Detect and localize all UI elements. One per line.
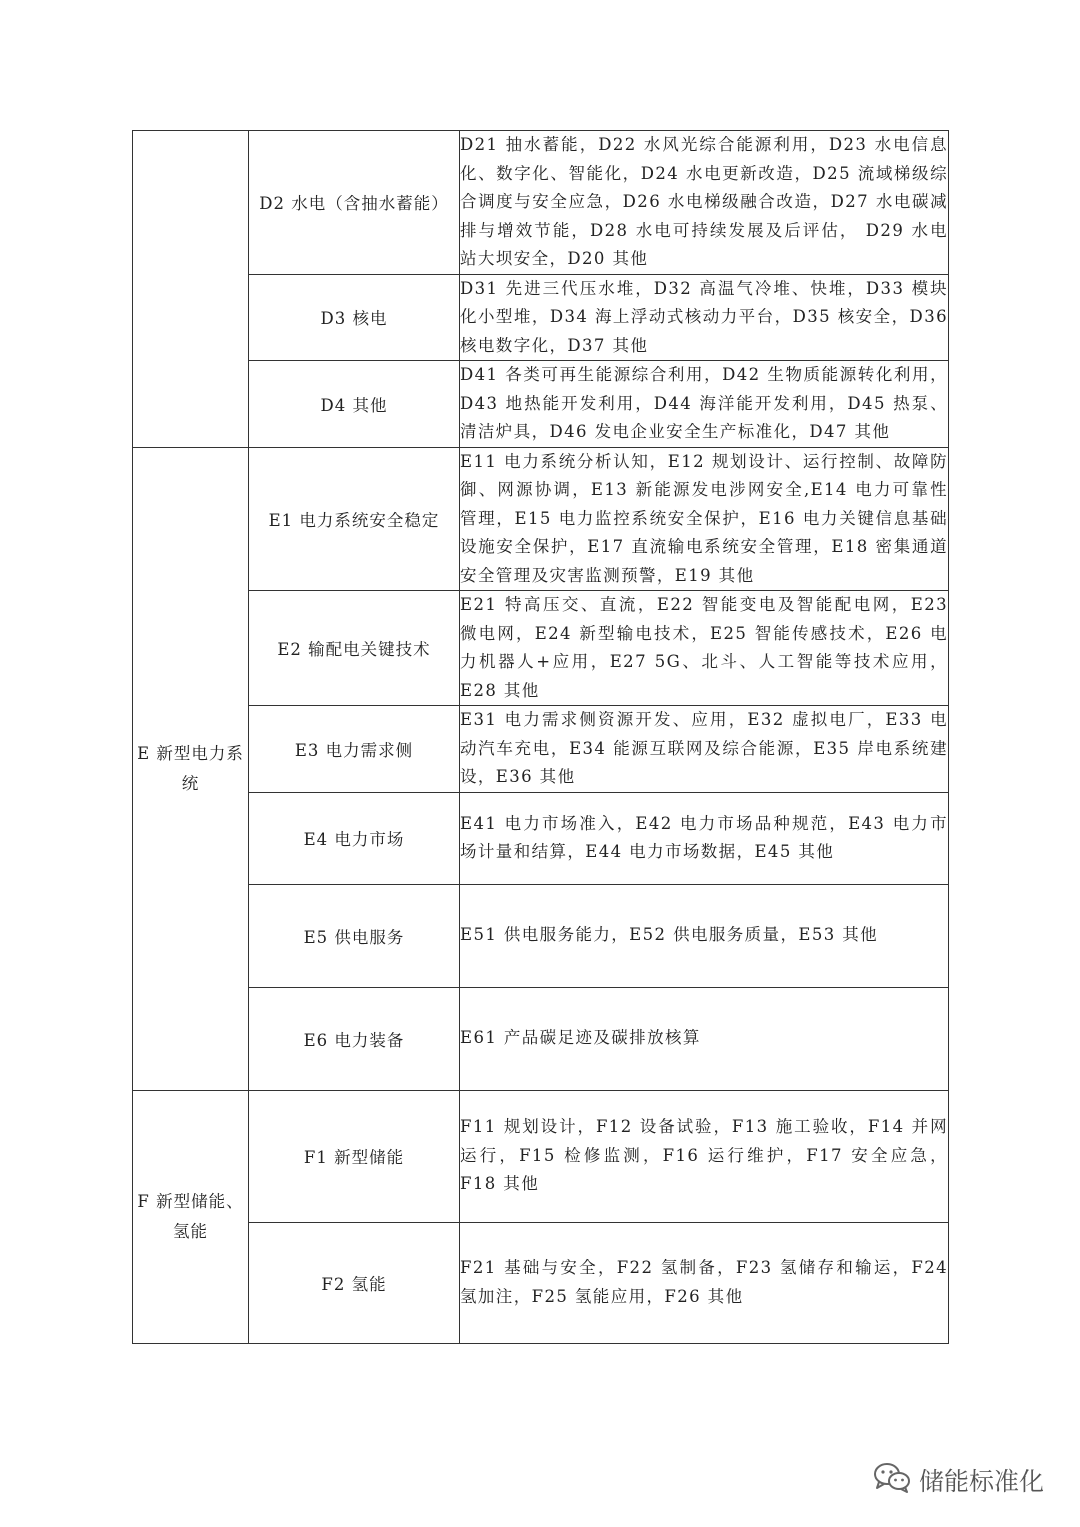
standards-category-table: [132, 130, 949, 1344]
subcategory-cell: E5 供电服务: [249, 884, 460, 987]
description-cell: D31 先进三代压水堆，D32 高温气冷堆、快堆，D33 模块化小型堆，D34 海上浮动式核动力平台，D35 核安全，D36 核电数字化，D37 其他: [460, 274, 949, 361]
table-row: [133, 131, 949, 275]
category-cell: [133, 131, 249, 448]
description-cell: E41 电力市场准入，E42 电力市场品种规范，E43 电力市场计量和结算，E44 电力市场数据，E45 其他: [460, 792, 949, 884]
subcategory-cell: F2 氢能: [249, 1222, 460, 1343]
description-cell: F11 规划设计，F12 设备试验，F13 施工验收，F14 并网运行，F15 检修监测，F16 运行维护，F17 安全应急，F18 其他: [460, 1090, 949, 1222]
description-cell: E51 供电服务能力，E52 供电服务质量，E53 其他: [460, 884, 949, 987]
description-cell: E31 电力需求侧资源开发、应用，E32 虚拟电厂，E33 电动汽车充电，E34 能源互联网及综合能源，E35 岸电系统建设，E36 其他: [460, 706, 949, 793]
subcategory-cell: E2 输配电关键技术: [249, 591, 460, 706]
subcategory-cell: E3 电力需求侧: [249, 706, 460, 793]
wechat-icon: [873, 1461, 911, 1499]
table-row: [133, 361, 949, 448]
subcategory-cell: E4 电力市场: [249, 792, 460, 884]
category-cell: E 新型电力系统: [133, 447, 249, 1090]
description-cell: E11 电力系统分析认知，E12 规划设计、运行控制、故障防御、网源协调，E13 新能源发电涉网安全,E14 电力可靠性管理，E15 电力监控系统安全保护，E16 电力关键信息基础设施安全保护，E17 直流输电系统安全管理，E18 密集通道安全管理及灾害监测预警，E19 其他: [460, 447, 949, 591]
subcategory-cell: F1 新型储能: [249, 1090, 460, 1222]
subcategory-cell: D3 核电: [249, 274, 460, 361]
table-row: [133, 706, 949, 793]
table-row: [133, 591, 949, 706]
table-row: [133, 987, 949, 1090]
watermark: [873, 1463, 1044, 1497]
table-row: [133, 884, 949, 987]
description-cell: D41 各类可再生能源综合利用，D42 生物质能源转化利用，D43 地热能开发利用，D44 海洋能开发利用，D45 热泵、清洁炉具，D46 发电企业安全生产标准化，D47 其他: [460, 361, 949, 448]
table-row: [133, 447, 949, 591]
subcategory-cell: E1 电力系统安全稳定: [249, 447, 460, 591]
table-row: [133, 1090, 949, 1222]
subcategory-cell: E6 电力装备: [249, 987, 460, 1090]
description-cell: D21 抽水蓄能，D22 水风光综合能源利用，D23 水电信息化、数字化、智能化，D24 水电更新改造，D25 流域梯级综合调度与安全应急，D26 水电梯级融合改造，D27 水电碳减排与增效节能，D28 水电可持续发展及后评估， D29 水电站大坝安全，D20 其他: [460, 131, 949, 275]
watermark-text: 储能标准化: [918, 1467, 1044, 1496]
table-row: [133, 1222, 949, 1343]
description-cell: E21 特高压交、直流，E22 智能变电及智能配电网，E23 微电网，E24 新型输电技术，E25 智能传感技术，E26 电力机器人+应用，E27 5G、北斗、人工智能等技术应用，E28 其他: [460, 591, 949, 706]
subcategory-cell: D2 水电（含抽水蓄能）: [249, 131, 460, 275]
description-cell: E61 产品碳足迹及碳排放核算: [460, 987, 949, 1090]
subcategory-cell: D4 其他: [249, 361, 460, 448]
description-cell: F21 基础与安全，F22 氢制备，F23 氢储存和输运，F24 氢加注，F25 氢能应用，F26 其他: [460, 1222, 949, 1343]
table-row: [133, 274, 949, 361]
category-cell: F 新型储能、氢能: [133, 1090, 249, 1343]
table-row: [133, 792, 949, 884]
